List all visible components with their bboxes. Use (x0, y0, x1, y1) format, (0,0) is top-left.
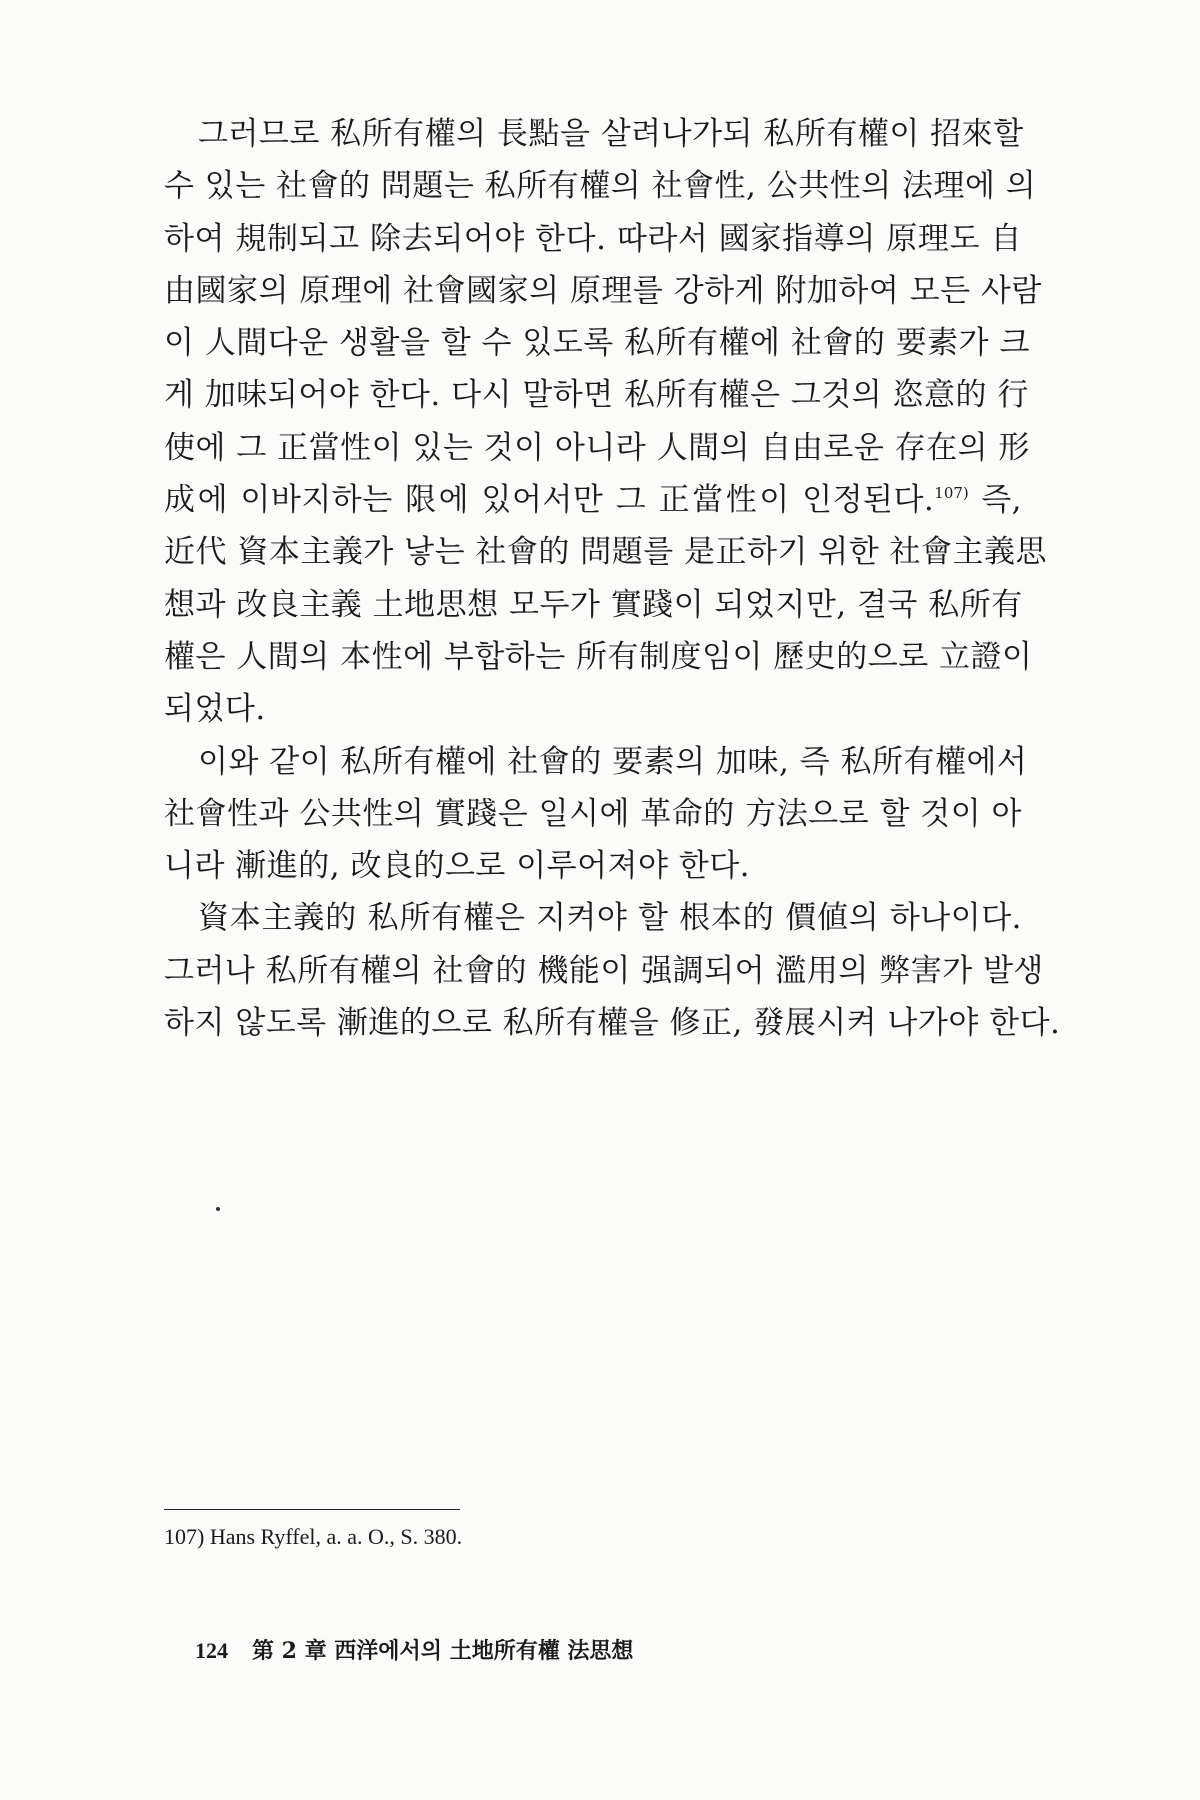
text-line: 社會性과 公共性의 實踐은 일시에 革命的 方法으로 할 것이 아 (164, 795, 1022, 832)
text-line-with-footnote-ref (164, 474, 1022, 526)
footnote-divider (164, 1509, 460, 1510)
text-segment: 成에 이바지하는 限에 있어서만 그 正當性이 인정된다. (164, 482, 935, 519)
text-segment: 즉, (968, 482, 1023, 519)
text-line: 이와 같이 私所有權에 社會的 要素의 加味, 즉 私所有權에서 (198, 743, 1028, 780)
text-line: 그러나 私所有權의 社會的 機能이 强調되어 濫用의 弊害가 발생 (164, 952, 1044, 989)
print-speck (216, 1207, 220, 1211)
text-line: 資本主義的 私所有權은 지켜야 할 根本的 價値의 하나이다. (198, 900, 1022, 937)
running-footer (195, 1636, 633, 1666)
text-line: 니라 漸進的, 改良的으로 이루어져야 한다. (164, 848, 751, 885)
text-line: 近代 資本主義가 낳는 社會的 問題를 是正하기 위한 社會主義思 (164, 534, 1048, 571)
text-line: 이 人間다운 생활을 할 수 있도록 私所有權에 社會的 要素가 크 (164, 325, 1030, 362)
footnote: 107) Hans Ryffel, a. a. O., S. 380. (164, 1524, 463, 1549)
page-number: 124 (195, 1638, 228, 1663)
text-line: 게 加味되어야 한다. 다시 말하면 私所有權은 그것의 恣意的 行 (164, 377, 1029, 414)
text-line: 되었다. (164, 691, 266, 728)
text-line: 하여 規制되고 除去되어야 한다. 따라서 國家指導의 原理도 自 (164, 220, 1022, 257)
body-text (164, 108, 1061, 1049)
text-line: 使에 그 正當性이 있는 것이 아니라 人間의 自由로운 存在의 形 (164, 429, 1030, 466)
running-title: 第 2 章 西洋에서의 土地所有權 法思想 (252, 1638, 634, 1664)
text-line: 權은 人間의 本性에 부합하는 所有制度임이 歷史的으로 立證이 (164, 638, 1033, 675)
footnote-reference: 107) (934, 484, 969, 503)
text-line: 수 있는 社會的 問題는 私所有權의 社會性, 公共性의 法理에 의 (164, 168, 1037, 205)
text-line: 由國家의 原理에 社會國家의 原理를 강하게 附加하여 모든 사람 (164, 272, 1042, 309)
text-line: 想과 改良主義 土地思想 모두가 實踐이 되었지만, 결국 私所有 (164, 586, 1023, 623)
text-line: 그러므로 私所有權의 長點을 살려나가되 私所有權이 招來할 (198, 116, 1024, 152)
text-line: 하지 않도록 漸進的으로 私所有權을 修正, 發展시켜 나가야 한다. (164, 1005, 1061, 1042)
